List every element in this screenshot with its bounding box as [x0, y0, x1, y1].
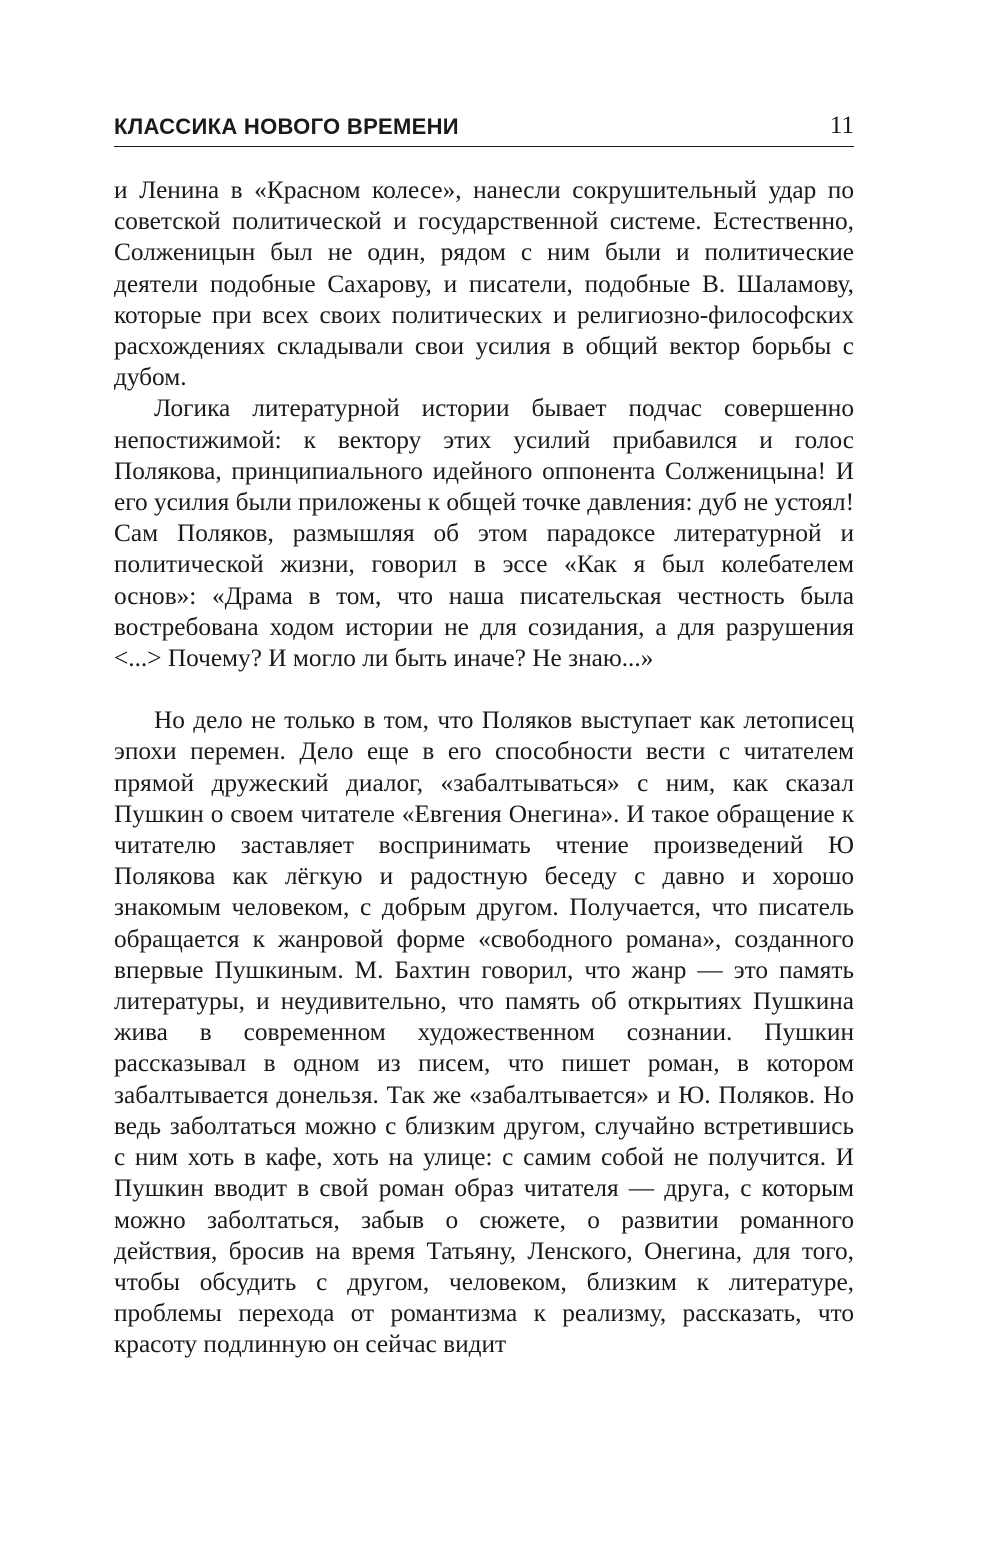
page-number: 11: [829, 112, 854, 139]
paragraph: Но дело не только в том, что Поляков выступает как летописец эпохи перемен. Дело еще в его способности вести с читателем прямой дружеский диалог, «забалтываться» с ним, как сказал Пушкин о своем читателе «Евгения Онегина». И такое обращение к читателю заставляет воспринимать чтение произведений Ю Полякова как лёгкую и радостную беседу с давно и хорошо знакомым человеком, с добрым другом. Получается, что писатель обращается к жанровой форме «свободного романа», созданного впервые Пушкиным. М. Бахтин говорил, что жанр — это память литературы, и неудивительно, что память об открытиях Пушкина жива в современном художественном сознании. Пушкин рассказывал в одном из писем, что пишет роман, в котором забалтывается донельзя. Так же «забалтывается» и Ю. Поляков. Но ведь заболтаться можно с близким другом, случайно встретившись с ним хоть в кафе, хоть на улице: с самим собой не получится. И Пушкин вводит в свой роман образ читателя — друга, с которым можно заболтаться, забыв о сюжете, о развитии романного действия, бросив на время Татьяну, Ленского, Онегина, для того, чтобы обсудить с другом, человеком, близким к литературе, проблемы перехода от романтизма к реализму, рассказать, что красоту подлинную он сейчас видит: [114, 706, 854, 1359]
paragraph: Логика литературной истории бывает подчас совершенно непостижимой: к вектору этих усилий прибавился и голос Полякова, принципиального идейного оппонента Солженицына! И его усилия были приложены к общей точке давления: дуб не устоял! Сам Поляков, размышляя об этом парадоксе литературной и политической жизни, говорил в эссе «Как я был колебателем основ»: «Драма в том, что наша писательская честность была востребована ходом истории не для созидания, а для разрушения <...> Почему? И могло ли быть иначе? Не знаю...»: [114, 394, 854, 673]
running-header: [114, 112, 854, 147]
running-header-title: КЛАССИКА НОВОГО ВРЕМЕНИ: [114, 114, 459, 139]
paragraph-continued: и Ленина в «Красном колесе», нанесли сокрушительный удар по советской политической и государственной системе. Естественно, Солженицын был не один, рядом с ним были и политические деятели подобные Сахарову, и писатели, подобные В. Шаламову, которые при всех своих политических и религиозно-философских расхождениях складывали свои усилия в общий вектор борьбы с дубом.: [114, 176, 854, 392]
book-page: [114, 112, 854, 1361]
body-text: [114, 175, 854, 1361]
